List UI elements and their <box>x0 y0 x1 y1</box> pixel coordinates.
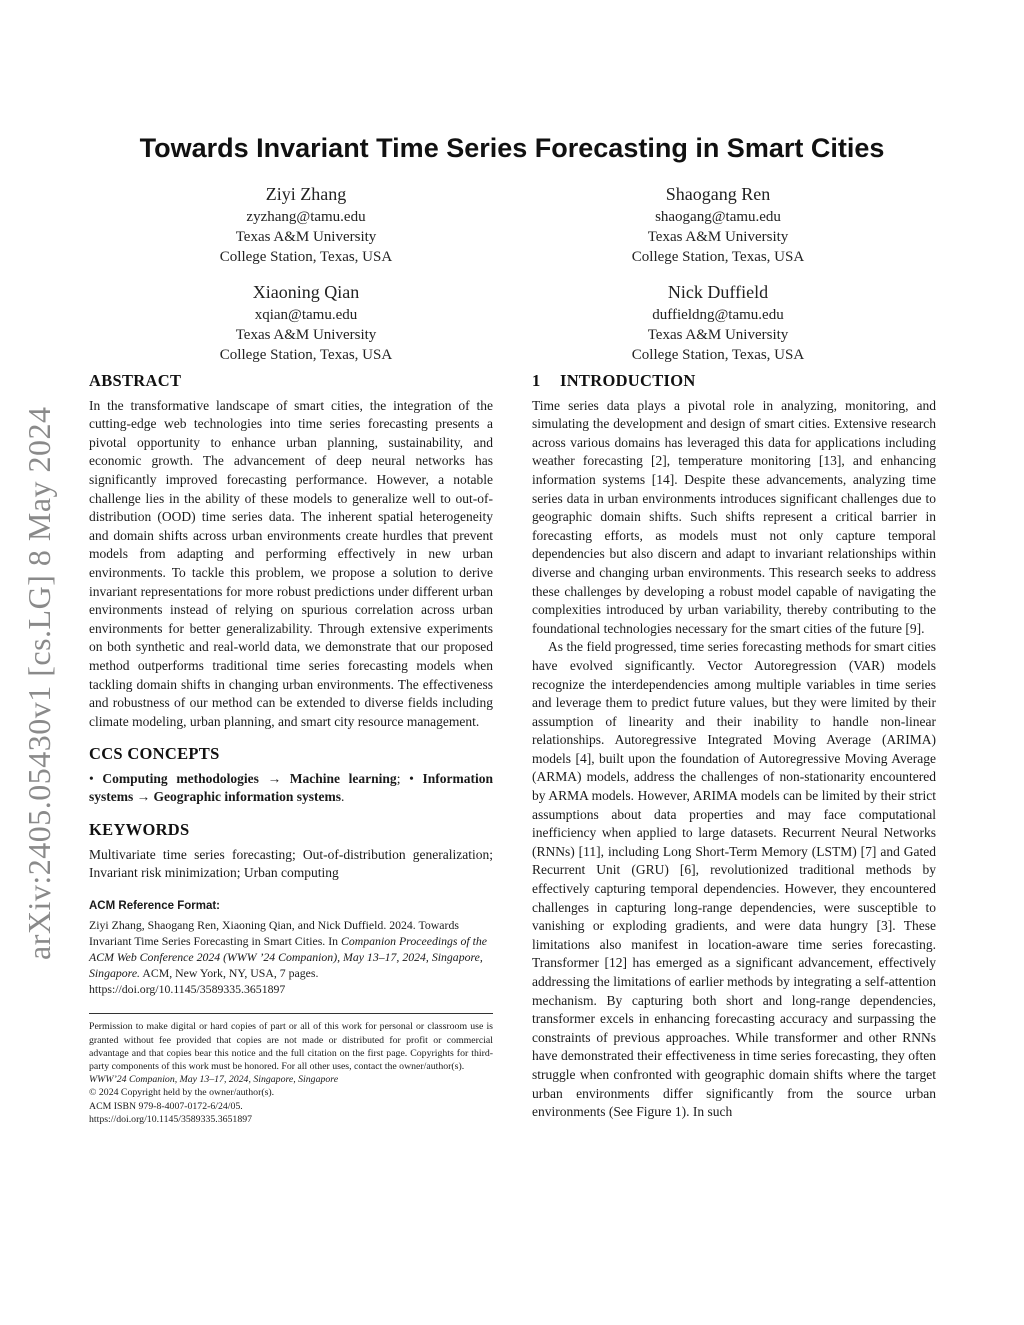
abstract-heading: ABSTRACT <box>89 371 182 390</box>
author-name: Ziyi Zhang <box>265 184 347 204</box>
reference-heading: ACM Reference Format: <box>89 899 220 912</box>
reference-venue: Companion Proceedings of the ACM Web Conference 2024 (WWW ’24 Companion), May 13–17, 2024, Singapore, Singapore. <box>89 934 487 981</box>
arxiv-stamp: arXiv:2405.05430v1 [cs.LG] 8 May 2024 <box>21 406 57 960</box>
ccs-concept-1: Computing methodologies <box>102 770 259 786</box>
abstract-section <box>89 372 493 731</box>
ccs-concept-2: Information systems <box>89 770 494 805</box>
section-title: INTRODUCTION <box>560 371 696 390</box>
reference-text <box>89 917 493 997</box>
author-affiliation: Texas A&M University <box>647 229 789 245</box>
paper-title: Towards Invariant Time Series Forecasting in Smart Cities <box>139 133 885 163</box>
author-name: Xiaoning Qian <box>252 282 360 302</box>
left-column <box>89 372 493 1126</box>
author-block <box>568 281 868 365</box>
author-email[interactable]: zyzhang@tamu.edu <box>246 209 366 225</box>
author-affiliation: Texas A&M University <box>235 229 377 245</box>
author-block <box>156 183 456 267</box>
author-block <box>156 281 456 365</box>
right-column <box>532 372 936 1122</box>
reference-plain-2: ACM, New York, NY, USA, 7 pages. https://doi.org/10.1145/3589335.3651897 <box>89 966 319 997</box>
ccs-target-2: Geographic information systems <box>153 789 341 805</box>
footnote-divider <box>89 1013 493 1014</box>
section-number: 1 <box>532 371 541 390</box>
reference-format <box>89 897 493 998</box>
ccs-text: • Computing methodologies → Machine learning; • Information systems → Geographic information systems. <box>89 770 494 805</box>
author-affiliation: Texas A&M University <box>235 327 377 343</box>
permission-notice <box>89 1020 493 1126</box>
keywords-text: Multivariate time series forecasting; Out-of-distribution generalization; Invariant risk minimization; Urban computing <box>89 846 493 881</box>
author-email[interactable]: duffieldng@tamu.edu <box>652 307 784 323</box>
reference-plain-1: Ziyi Zhang, Shaogang Ren, Xiaoning Qian, and Nick Duffield. 2024. Towards Invariant Time Series Forecasting in Smart Cities. In <box>89 918 459 949</box>
intro-paragraph-2: As the field progressed, time series forecasting methods for smart cities have evolved significantly. Vector Autoregression (VAR) models recognize the interdependencies among multiple variables in time series and leverage them to predict future values, but they were limited by their assumption of linearity and their inability to handle non-linear relationships. Autoregressive Integrated Moving Average (ARIMA) models [4], built upon the foundation of Autoregressive Moving Average (ARMA) models, address the challenges of non-stationarity encountered by ARMA models. However, ARIMA models can be limited by their strict assumptions about data properties and may face computational inefficiency when applied to large datasets. Recurrent Neural Networks (RNNs) [11], including Long Short-Term Memory (LSTM) [7] and Gated Recurrent Unit (GRU) [6], revolutionized traditional methods by effectively capturing temporal dependencies. However, they encountered challenges in capturing long-range dependencies, were susceptible to vanishing or exploding gradients, and were data hungry [3]. These limitations also manifest in location-aware time series forecasting. Transformer [12] has emerged as a significant advancement, effectively addressing the limitations of earlier methods by integrating a self-attention mechanism. By capturing both short and long-range dependencies, transformer excels in enhancing forecasting accuracy and surpassing the constraints of previous approaches. While transformer and other RNNs have demonstrated their effectiveness in time series forecasting, they often struggle when confronted with geographic domain shifts where the target urban environments differ significantly from the source urban environments (See Figure 1). In such <box>532 639 936 1120</box>
permission-isbn: ACM ISBN 979-8-4007-0172-6/24/05. <box>89 1100 243 1112</box>
keywords-heading: KEYWORDS <box>89 820 190 840</box>
ccs-arrow-2: → <box>136 789 151 805</box>
permission-copyright: © 2024 Copyright held by the owner/author(s). <box>89 1087 275 1099</box>
ccs-heading: CCS CONCEPTS <box>89 744 220 764</box>
ccs-arrow-1: → <box>267 770 282 786</box>
author-block <box>568 183 868 267</box>
ccs-target-1: Machine learning <box>289 770 397 786</box>
permission-doi[interactable]: https://doi.org/10.1145/3589335.3651897 <box>89 1113 253 1125</box>
intro-paragraph-1: Time series data plays a pivotal role in analyzing, monitoring, and simulating the development and design of smart cities. Extensive research across various domains has leveraged this data for applications including weather forecasting [2], temperature monitoring [13], and enhancing information systems [14]. Despite these advancements, analyzing time series data in urban environments introduces significant challenges due to geographic domain shifts. Such shifts represent a critical barrier in forecasting efforts, as models must not only capture temporal dependencies but also discern and adapt to invariant relationships within diverse and changing urban environments. This research seeks to address these challenges by developing a robust model capable of navigating the complexities introduced by urban variability, thereby contributing to the foundational technologies necessary for the smart cities of the future [9]. <box>532 397 936 636</box>
author-location: College Station, Texas, USA <box>219 347 393 363</box>
author-email[interactable]: shaogang@tamu.edu <box>655 209 781 225</box>
author-email[interactable]: xqian@tamu.edu <box>254 307 358 323</box>
author-location: College Station, Texas, USA <box>219 249 393 265</box>
author-location: College Station, Texas, USA <box>631 249 805 265</box>
author-location: College Station, Texas, USA <box>631 347 805 363</box>
keywords-section <box>89 821 493 883</box>
author-name: Nick Duffield <box>667 282 769 302</box>
abstract-text: In the transformative landscape of smart cities, the integration of the cutting-edge web technologies into time series forecasting presents a pivotal opportunity to enhance urban planning, sustainability, and economic growth. The advancement of deep neural networks has significantly improved forecasting performance. However, a notable challenge lies in the ability of these models to generalize well to out-of-distribution (OOD) time series data. The inherent spatial heterogeneity and domain shifts across urban environments create hurdles that prevent models from adapting and performing effectively in new urban environments. To tackle this problem, we propose a solution to derive invariant representations for more robust predictions under different urban environments instead of relying on spurious correlation across urban environments for better generalizability. Through extensive experiments on both synthetic and real-world data, we demonstrate that our proposed method outperforms traditional time series forecasting models when tackling domain shifts in changing urban environments. The effectiveness and robustness of our method can be extended to diverse fields including climate modeling, urban planning, and smart city resource management. <box>89 397 493 729</box>
author-affiliation: Texas A&M University <box>647 327 789 343</box>
author-name: Shaogang Ren <box>665 184 771 204</box>
introduction-heading <box>532 372 936 391</box>
permission-venue: WWW’24 Companion, May 13–17, 2024, Singapore, Singapore <box>89 1074 339 1086</box>
permission-text: Permission to make digital or hard copies of part or all of this work for personal or classroom use is granted without fee provided that copies are not made or distributed for profit or commercial advantage and that copies bear this notice and the full citation on the first page. Copyrights for third-party components of this work must be honored. For all other uses, contact the owner/author(s). <box>89 1021 493 1073</box>
ccs-section <box>89 745 493 807</box>
